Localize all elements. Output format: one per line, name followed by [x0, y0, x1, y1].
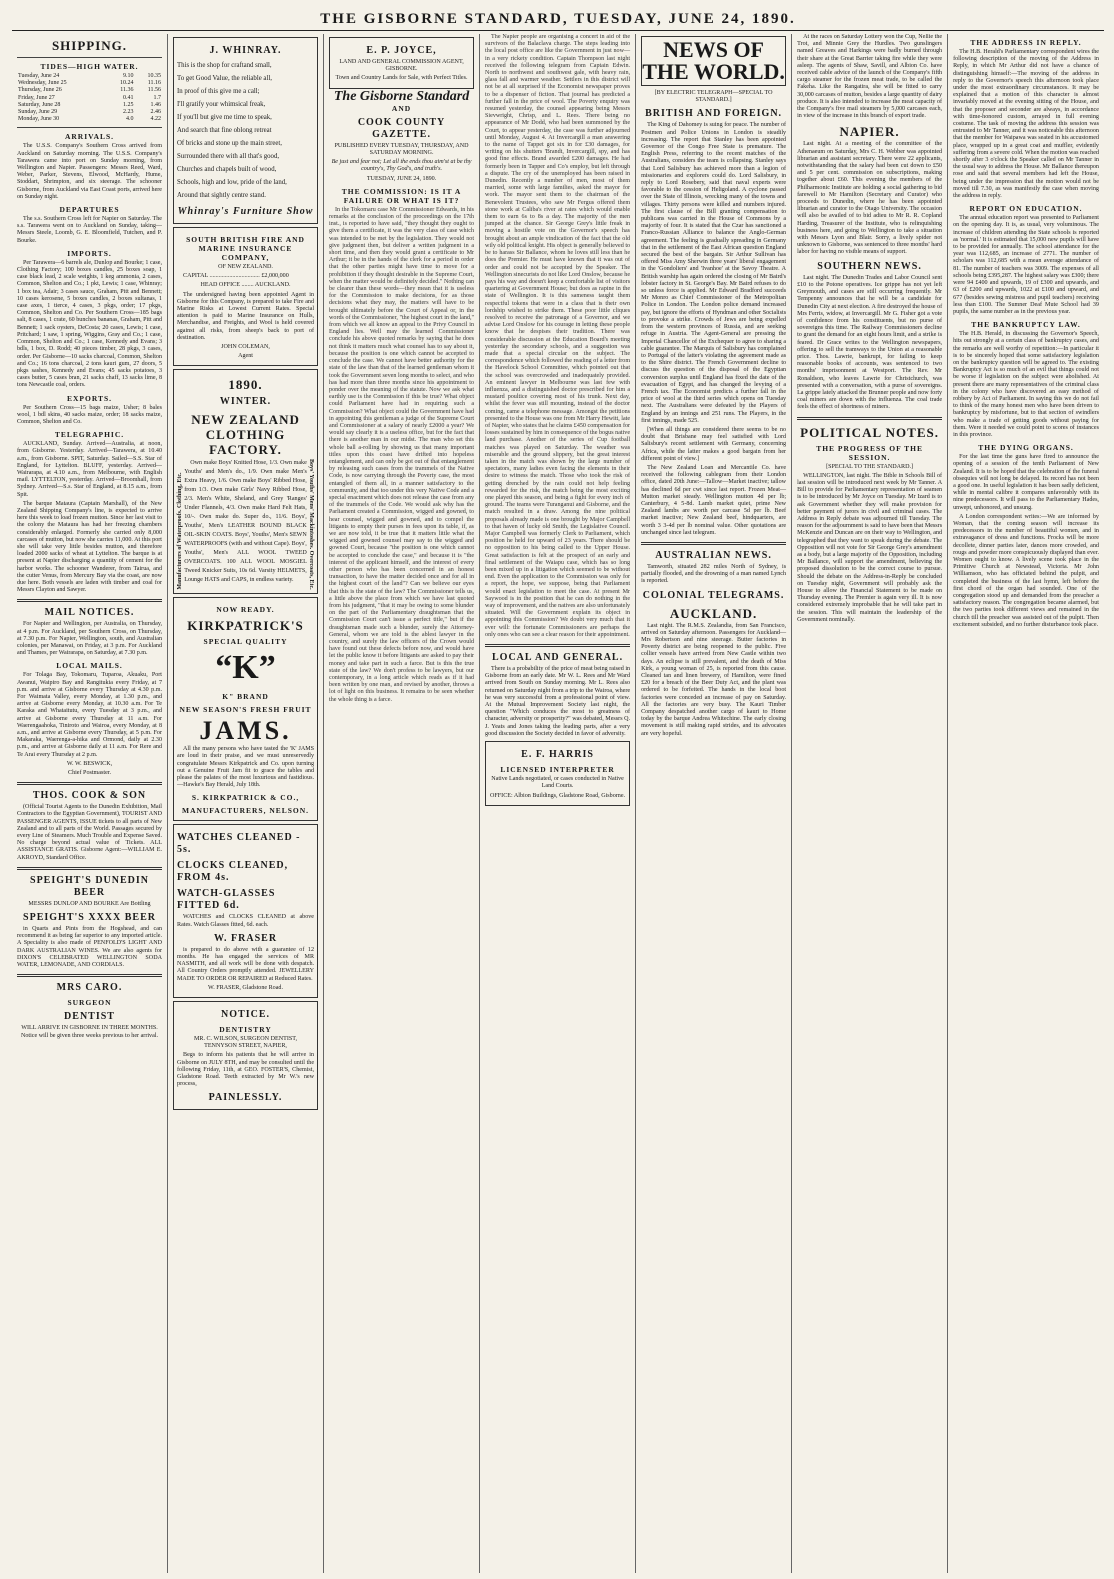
tide-time: 11.16 [147, 80, 162, 87]
insurance-place: OF NEW ZEALAND. [218, 264, 273, 270]
special-to: [SPECIAL TO THE STANDARD.] [826, 463, 914, 470]
local-general-heading: LOCAL AND GENERAL. [492, 652, 624, 664]
tide-time: 1.25 [122, 101, 134, 108]
exports-heading: EXPORTS. [66, 393, 113, 403]
rule [17, 782, 162, 785]
tide-time: 10.24 [119, 80, 134, 87]
tides-title: TIDES—HIGH WATER. [40, 62, 139, 71]
tide-time: 11.36 [120, 87, 134, 94]
imports-heading: IMPORTS. [67, 248, 112, 258]
auckland-heading: AUCKLAND. [669, 605, 758, 621]
kirkpatrick-ad [173, 597, 318, 821]
auckland-text: Last night. The R.M.S. Zealandia, from San Francisco, arrived on Saturday afternoon. Passengers for Auckland—Mrs Robertson and nine steerage. Butter factories in Poverty district are being reopened to the public. Five collier vessels have arrived from New Castle within two days. An eclipse is still prevalent, and the death of Miss Kirk, a young woman of 25, is reported from this cause. Cleaned tan and linen brewery, of Hamilton, were fined £20 for a breach of the Beer Duty Act, and the plant was ordered to be forfeited. The hands in the local boot factories were conceded an increase of pay on Saturday. All the factories are very busy. The Kauri Timber Company despatched another cargo of kauri to Home today by the barque Andrea Whitechine. The early closing movement is still making rapid strides, and its advocates are very hopeful. [641, 622, 787, 737]
napier-text: Last night. At a meeting of the committee of the Athenaeum on Saturday, Mrs C. H. Webber was appointed librarian and assistant secretary. There were 22 applicants, notwithstanding that the salary had been cut down to £50 and 5 per cent. commission on subscriptions, making together about £60. This evening the members of the Philharmonic Institute are holding a social gathering to bid farewell to Mr Hamilton (Secretary and Curator) who proceeds to Dunedin, where he has been appointed librarian and curator to the Otago University. The occasion will also be availed of to bid adieu to Mr R. R. Copland Harding, Treasurer of the Institute, who is relinquishing business here, and going to Wellington to take a situation with Messrs Lyon and Blair. Sorry, a lively spider not unknown to Gisborne, was sentenced to three months' hard labor for having no visible means of support. [797, 141, 943, 256]
telegraphic-text: AUCKLAND, Sunday. Arrived—Australia, at noon, from Gisborne. Yesterday. Arrived—Tarawera, at 10.40 a.m., from Gisborne. SPIT, Saturday. Sailed—S.S. Star of England, for Lyttelton. BLUFF, yesterday. Arrived—Wairarapa, at 4.10 a.m., from Melbourne, with English mail. LYTTELTON, yesterday. Arrived—Broomhall, from Sydney. Arrived—S.s. Star of England, at 8.15 a.m., from Spit. [17, 441, 163, 498]
local-mails-heading: LOCAL MAILS. [56, 661, 123, 671]
commission-text: In the Tokomaru case Mr Commissioner Edwards, in his remarks at the conclusion of the proceedings on the 17th inst., is reported to have said, "they thought they ought to give them a certificate, it was the very class of case which was intended to be met by the legislation. They would not give judgment then, but deliver a written judgment in a short time, and then they would grant a certificate to Mr Arthur; it be in the hands of the clerk for a period in order that the other parties might have time to move for a prohibition if they thought desirable in the Supreme Court, when the matter would be definitely decided." Nothing can be clearer than these words—they mean that it is useless for the Commission to make decisions, for as those decisions what they may, the matters will have to be brought ultimately before the Court of Appeal or, in the words of the Commissioner, "the highest court in the land," from which we all know an appeal to the Privy Council in England lies. Well may the learned Commissioner conclude his above quoted remarks by saying that he does not think it matters much what counsel has to say about it, because the position is one which cannot be accepted to conclude the case. We cannot have better authority for the state of the law than that of the learned gentleman whom it took the Government seven long months to select, and who has had more than three months since his appointment to ponder over the meaning of the statute. Now we ask what earthly use is the Commission if this be true? What object could Parliament have had in requiring such a Commission? What object could the Government have had in appointing this gentleman a judge of the Supreme Court and Commissioner at a salary of nearly £2000 a year? We would say clearly it is a useless office, but for the fact that there is another man in our midst. The man who set this whole ball a-rolling by showing us that many important titles upon this coast have drifted into hopeless entanglement, and can only be got out of that entanglement by releasing such cases from the trammels of the Native Code, is now carrying through the Poverty case, the most entangled of them all, in a manner satisfactory to the community, and that too under this very Native Code and a special enactment which does not release the case from any of the trammels of the Code. We would ask why has the Parliament created a Commission, wigged and gowned, to hear counsel, wigged and gowned, and to compel the litigants to empty their purses in fees upon its table, if, as we are now told, it be true that it matters little what the wigged and gowned counsel may say to the wigged and gowned Court, because "the position is one which cannot be accepted to conclude the case," and because it is "the interest of the applicant himself, and the interest of every other person who has been concerned in an honest transaction, to have the matter decided once and for all in the highest court of the land"? Can we believe our eyes that this is the state of the law? The Commissioner tells us, a little above the place from which we have last quoted from his judgment, "that it may be owing to some blunder on the part of the Parliamentary draughtsman that the Commission Court can't issue a perfect title," but if the draughtsman made such a blunder, surely the Attorney-General, whom we are told is the ablest lawyer in the country, and surely the law officers of the Crown would have found out these defects before now, and would have let the public know it before litigants are asked to pay their money and take part in such a farce. But is this the true state of the law? We don't profess to be lawyers, but our contemporary, in a long article which reads as if it had been written by one man, and revised by another, throws a lot of light on this business. It remains to be seen whether the whole thing is a farce. [329, 206, 475, 703]
paper-sub: COOK COUNTY GAZETTE. [357, 116, 446, 140]
rule [17, 599, 162, 602]
joyce-heading: E. P. JOYCE, [366, 45, 437, 56]
fraser-heading: W. FRASER [213, 932, 278, 944]
paper-title-block [329, 88, 474, 183]
imports-text: Per Tarawera—6 barrels ale, Dunlop and Bourke; 1 case, Clothing Factory; 100 boxes candles, 25 boxes soap, 1 case black lead, 2 scale weights, 1 keg ammonia, 2 cases, Common, Shelton and Co.; 1 pkt, Lewis; 1 case, Whinray; 1 box tea, Adair; 3 cases sauce, Graham, Pitt and Bennett; 10 cases kerosene, 5 boxes candles, 2 boxes sultanas, 1 case axes, 1 tierce, 4 cases, 3 pkgs, order; 17 pkgs, Common, Shelton and Co. Per Southern Cross—185 bags salt, 8 cases, 1 crate, 60 bunches bananas, Graham, Pitt and Bennett; 1 sack oysters, DeCosta; 20 cases, Lewis; 1 case, Pritchard; 1 saw, 1 spring, Wiggins, Gray and Co.; 1 case, Common, Shelton and Co.; 1 case, Kennedy and Evans; 3 bdls, 1 box, D. Rodd; 40 pieces timber, 28 pkgs, 3 cases, order. Per Gisborne—10 sacks charcoal, Common, Shelton and Co.; 16 tons charcoal, 2 tons kauri gum, 27 doors, 5 pkgs sashes, Kennedy and Evans; 45 sacks potatoes, 3 cases butter, 5 cases bran, 21 sacks chaff, 13 sacks lime, 8 tons Newcastle coal, orders. [17, 259, 163, 389]
caro-dentist: DENTIST [64, 1011, 115, 1023]
news-of-world-title: NEWS OF THE WORLD. [642, 37, 785, 84]
tide-row [17, 73, 162, 80]
local-general-text: There is a probability of the price of meat being raised in Gisborne from an early date. Mr W. L. Rees and Mr Ward arrived from South on Sunday morning. Mr L. Rees also returned on Saturday night from a trip to the Wairoa, where he was very successful from a professional point of view. At the Mutual Improvement Society last night, the question "Which conduces the most to greatness of character, adversity or prosperity?" was debated, Messrs Q. J. Yeats and Jones taking the leading parts, after a very good discussion the Society decided in favor of adversity. [485, 666, 631, 737]
harris-office: OFFICE: Albion Buildings, Gladstone Road, Gisborne. [490, 792, 626, 799]
kirkpatrick-sub: MANUFACTURERS, NELSON. [181, 806, 310, 816]
tide-row [17, 95, 162, 102]
departures-heading: DEPARTURES [59, 205, 120, 215]
speight-heading: SPEIGHT'S DUNEDIN BEER [30, 874, 149, 898]
tide-day: Tuesday, June 24 [18, 73, 60, 79]
column-3 [324, 34, 480, 1573]
notice-heading: NOTICE. [221, 1008, 270, 1020]
tide-day: Friday, June 27 [18, 94, 55, 101]
dying-organs-text: For the last time the guns have fired to announce the opening of a session of the tenth Parliament of New Zealand. It is to be hoped that the celebration of the funeral obsequies will not long be delayed. Its record has not been a good one. In useful legislation it has been sadly deficient, while in mental calibre it compares unfavorably with its nine predecessors. It will pass to the Parliamentary Hades, unwept, unhonored, and unsung. [953, 454, 1099, 511]
caro-heading: MRS CARO. [56, 982, 123, 994]
mataura-text: The barque Mataura (Captain Marshall), of the New Zealand Shipping Company's line, is expected to arrive here this week to load frozen mutton. Since her last visit to the colony the Mataura has had her freezing chambers considerably enlarged. Formerly she carried only 8,000 carcases of mutton, but now she carries 11,000. At this port she will take very little besides mutton, and therefore loaded 2000 sacks of wheat at Lyttelton. The barque is at present at Napier discharging a quantity of cement for the harbor works. The schooner Wanderer, from Tairua, and the cutter Venus, from Mercury Bay via the coast, are now due here. Both vessels are laden with timber and coal for Messrs Clayton and Sawyer. [17, 500, 163, 594]
joyce-text: LAND AND GENERAL COMMISSION AGENT, GISBORNE. [339, 59, 464, 73]
postmaster-role: Chief Postmaster. [68, 770, 111, 777]
painless: PAINLESSLY. [208, 1092, 283, 1104]
rule [485, 644, 630, 647]
harris-text: Native Lands negotiated, or cases conducted in Native Land Courts. [491, 776, 624, 790]
furniture-show: Whinray's Furniture Show [177, 206, 314, 217]
bankruptcy-heading: THE BANKRUPTCY LAW. [971, 320, 1081, 330]
k-brand: K" BRAND [222, 692, 269, 702]
fraser-text: is prepared to do above with a guarantee of 12 months. He has engaged the services of MR NASMITH, and all work will be done with despatch. All Country Orders promptly attended. JEWELLERY MADE TO ORDER OR REPAIRED at Reduced Rates. [177, 946, 315, 982]
insurance-text: The undersigned having been appointed Agent in Gisborne for this Company, is prepared to take Fire and Marine Risks at Lowest Current Rates. Special attention is paid to Marine Insurance on Hulls, Merchandise, and Freights, and Wool is held covered against all risks, from sheep's back to port of destination. [177, 291, 315, 341]
clothing-factory-ad [173, 369, 318, 594]
paper-motto: Be just and fear not; Let all the ends thou aim'st at be thy country's, Thy God's, and truth's. [331, 159, 472, 173]
now-ready: NOW READY. [216, 605, 275, 615]
education-heading: REPORT ON EDUCATION. [969, 204, 1083, 214]
fresh-fruit: NEW SEASON'S FRESH FRUIT [179, 705, 312, 715]
bankruptcy-text: The H.B. Herald, in discussing the Governor's Speech, hits out strongly at a certain class of bankruptcy cases, and the remarks are well worthy of repetition:—In particular it is to be sincerely hoped that some satisfactory legislation on the bankruptcy question will be agreed to. The existing Bankruptcy Act is so much of an evil that things could not be worse if legislation on the subject were abolished. At present there are many representatives of the criminal class in the colony who have discovered an easy method of robbery by Act of Parliament. In saying this we do not fail to think of the many honest men who have been driven to bankruptcy by misfortune, but to that section of swindlers who make a trade of getting goods without paying for them. Were it needed we could point to scores of instances in this province. [953, 331, 1099, 438]
insurance-role: Agent [238, 353, 253, 360]
col4-text: The Napier people are organising a concert in aid of the survivors of the Balaclava charge. The steps leading into the local post office are like the Government in just now—in a very rickety condition. Captain Thompson last night received the following telegram from Captain Edwin. North to northwest and southwest gale, with heavy rain, glass fall and warmer weather. Settlers in this district will not be at all surprised if the Economist newspaper proves to be a dispenser of fiction. That journal has predicted a further fall in the price of wool. The Poverty enquiry was resumed yesterday, the counsel appearing being Messrs Sievwright, Chrisp, and L. Rees. There being no appearance of Mr Dodd, who had been summoned by the Court, to appear yesterday, the case was further adjourned until Monday, August 4. At Invercargill a man answering to the name of Tappet got six in for £30 damages, for writing on his shutters 'Brandt, Invercargill, spy, and has good fine effects. Brand awarded £200 damages. He had formerly been in Tapper and Co's employ, but left through a dispute. The cry of the unemployed has been raised in Dunedin. Recently a number of men, most of them married, some with large families, asked the mayor for work. The mayor sent them to the chairman of the Benevolent Trustees, who saw Mr Fergus offered them stone work at Caliba's river at rates which would enable them to earn 6s to 8s a day. The majority of the men jumped at the chance. Sir George Grey's little freak in moving a hostile vote on the Governor's speech has brought about an ample vindication of the fact that the old wily old political knight. His object is generally believed to be to harass Sir Ballance, whom he loves still less than he does the Premier. He must have known that it was out of order and could not be accepted by the Speaker. The Wellington sinecurists do not like Lord Onslow, because he pays his way and doesn't keep a comfortable list of visitors quartering at Government House; but does as rapine in the state of Wellington. It is this sameness taught them respectful tokens that were in a class that is their own lordship wished to strike them. These poor little cliques resolved to receive the patronage of a Governor, and we advise Lord Onslow for his courage in letting these people know that he despises their tradition. There was considerable discussion at the Education Board's meeting yesterday the secondary schools, and a suggestion was made that a special circular on the subject. The correspondence which followed the reading of a letter from the Havelock School Committee, which pointed out that the school was overcrowded and inadequately provided. An eminent lawyer in Melbourne was last few with influenza, and a distinguished doctor prescribed for him a mustard poultice covering most of his trunk. Next day, whilst the fever was still mounting, instead of the doctor coming, came a telephone message. Amongst the petitions presented to the House was one from Mr Harry Hewitt, late of Napier, who states that he claims £450 compensation for losses sustained by him in consequence of the bogus native land purchase. Another of the series of Cup football matches was played on Saturday. The weather was miserable and the ground slippery, but the great interest taken in the match was shown by the large number of spectators, many ladies even facing the elements in their desire to witness the match. Those who took the risk of getting drenched by the rain could not help feeling rewarded for the risk, the match being the most exciting one played this season, and being a fight for every inch of ground. The teams were Turanganui and Gisborne, and the match resulted in a draw. Among the nine political proposals already made is one brought by Major Campbell to that haven of lucky old Smith, the Legislative Council. Major Campbell was formerly Clerk to Parliament, which position he held for upward of 23 years. There should be no opposition to his being called to the Upper House. Great satisfaction is felt at the prospect of an early and final settlement of the Waiapu case, which has so long been mixed up in a litigation which seemed to be without end. Even the application to the Commission was only for a report, the hope, we suppose, being that Parliament would enact legislation to meet the case. At present Mr Saywood is in the position that he can do nothing in the way of improvement, and the natives are also unfortunately situated. Will the Government explain its object in appointing this Commission? We doubt very much that it ever will: the fortunate Commissioners are perhaps the only ones who can see a clear reason for their appointment. [485, 34, 631, 638]
racing-text: At the races on Saturday Lottery won the Cup, Nellie the Trot, and Minnie Grey the Hurdles. Two gunslingers named Greaves and Harkings were badly burned through their share at the Great Barrier taking fire while they were asleep. The agents of Shaw, Savill, and Albion Co. have received cable advice of the launch of the Company's fifth cargo steamer for the frozen meat trade, to be called the Fakeha. Like the Rangatira, she will be fitted to carry 30,000 carcases of mutton, besides a large quantity of dairy produce. It is also intended to increase the meat capacity of the Company's five mail steamers by 5,000 carcases each, in view of the increase in this branch of export trade. [797, 34, 943, 120]
factory-lines: Own make Boys' Knitted Hose, 1/3. Own make Youths' and Men's do., 1/9. Own make Men's Extra Heavy, 1/6. Own make Boys' Ribbed Hose, from 1/3. Own make Girls' Navy Ribbed Hose, 2/3. Men's White, Sheland, and Grey 'Ranges' Under Flannels, 4/3. Own make Hard Felt Hats, 10/-. Own make do. Super do., 11/6. Boys', Youths', Men's LEATHER BOUND BLACK OIL-SKIN COATS. Boys', Youths', Men's SEWN WATERPROOFS (with and without Cape). Boys', Youths', Men's ALL WOOL TWEED OVERCOATS. 100 ALL WOOL MOSGIEL Tweed Knicker Suits, 10s 6d. Varsity HELMETS, Lounge HATS and CAPS, in endless variety. [184, 460, 307, 584]
tide-time: 0.41 [122, 94, 134, 101]
column-7 [948, 34, 1104, 1573]
reply-heading: THE ADDRESS IN REPLY. [970, 38, 1082, 47]
education-text: The annual education report was presented to Parliament on the opening day. It is, as usual, very voluminous. The increase of children attending the State schools is reported as 'normal.' It is estimated that 15,000 new pupils will have to be provided for annually. The school attendance for the year was 112,685, an increase of 2771. The number of scholars was 112,685 with a mean average attendance of 81. The number of teachers was 3009. The expenses of all schools being £395,287. The highest salary was £300; there were 94 £400 and upwards, 19 of £300 and upwards, and 63 of £200 and upwards, 1022 at £100 and upward, and 677 (besides sewing mistress and pupil teachers) receiving less than £100. The Sumner Deaf Mute School had 39 pupils, the same number as in the previous year. [953, 215, 1099, 315]
tide-time: 11.56 [147, 87, 162, 94]
watches-line-2: CLOCKS CLEANED, FROM 4s. [177, 860, 289, 884]
whinray-poem: This is the shop for craftand small, To get Good Value, the reliable all, In proof of this give me a call; I'll gratify your whimsical freak, If you'll but give me time to speak, And search that fine oblong retreat Of bricks and stone up the main street, Surrounded there with all that's good, Churches and chapels built of wood, Schools, high and low, pride of the land, Around that sightly centre stand. [177, 62, 287, 199]
loan-text: The New Zealand Loan and Mercantile Co. have received the following cablegram from their London office, dated 20th June:—Tallow—Market inactive; tallow has declined 6d per cwt since last report. Frozen Meat—Mutton market steady. Wellington mutton 4d per lb; Canterbury, 4 5-8d. Lamb market quiet, prime New Zealand lambs are worth per carcase 5d per lb. Beef market inactive; New Zealand beef, hindquarters, are worth 3 3-4d per lb nominal value. Other quotations are unchanged since last telegram. [641, 464, 787, 536]
tide-day: Wednesday, June 25 [18, 80, 67, 87]
tide-time: 10.35 [147, 73, 162, 79]
rule [17, 974, 162, 977]
australian-news-text: Tamworth, situated 282 miles North of Sydney, is partially flooded, and the drowning of a man named Lynch is reported. [641, 563, 787, 585]
paper-pub: PUBLISHED EVERY TUESDAY, THURSDAY, AND SATURDAY MORNING. [334, 142, 469, 157]
whinray-ad [173, 37, 318, 224]
masthead: THE GISBORNE STANDARD, TUESDAY, JUNE 24, 1890. [12, 8, 1104, 31]
speight-text: MESSRS DUNLOP AND BOURKE Are Bottling [28, 900, 151, 907]
tide-row [17, 87, 162, 94]
shipping-heading: SHIPPING. [51, 38, 128, 53]
arrivals-heading: ARRIVALS. [64, 132, 115, 142]
paper-date: TUESDAY, JUNE 24, 1890. [366, 175, 437, 182]
speight-more: in Quarts and Pints from the Hogshead, and can recommend it as being far superior to any imported article. A Speciality is also made of PENFOLD'S LIGHT AND DARK AUSTRALIAN WINES. We are also agents for DIXON'S CELEBRATED WELLINGTON SODA WATER, LEMONADE, AND CORDIALS. [17, 926, 163, 969]
watches-line-3: WATCH-GLASSES FITTED 6d. [177, 888, 276, 912]
tide-row [17, 102, 162, 109]
watches-line-1: WATCHES CLEANED - 5s. [177, 832, 301, 856]
fraser-ad [173, 824, 318, 998]
factory-title: NEW ZEALAND CLOTHING FACTORY. [191, 412, 300, 458]
southern-news-text: Last night. The Dunedin Trades and Labor Council sent £10 to the Potone operatives. Ice grippe has not yet left Greymouth, and cases are still occurring frequently. Mr Tempenny announces that he will be a candidate for Dunedin City at next election. A fire destroyed the house of Mrs Ferris, widow, at Invercargill. Mr G. Fisher got a vote of confidence from his constituents, but no purse of sovereigns this time. The Railway Commissioners decline to grant the demand for an eight hours limit, and a strike is feared. Dr Grace writes to the Wellington newspapers, offering to sell the tramways to the Union at a reasonable price. Thos. Lawrie, bankrupt, for failing to keep reasonable books of accounts, was sentenced to two months' imprisonment at Westport. The Rev. Mr Ronaldson, who leaves Lawrie for Christchurch, was presented with a conversation, with a purse of sovereigns. La grippe lately attacked the Brunner people and now forty coal miners are down with the influenza. The coal trade feels the effect of shortness of miners. [797, 274, 943, 411]
k-brand-big: “K” [215, 649, 276, 687]
special-quality: SPECIAL QUALITY [203, 637, 288, 647]
tide-day: Monday, June 30 [18, 116, 60, 123]
political-text: WELLINGTON, last night. The Bible in Schools Bill of last session will be introduced next week by Mr Tanner. A Bill to provide for Parliamentary representation of seamen is to be introduced by Mr Joyce on Tuesday. Mr Izard is to ask Government whether they will make provision for better payment of jurors in civil and criminal cases. The Address in Reply debate was adjourned till Tuesday. The reason for the adjournment is said to have been that Messrs McKenzie and Duncan are on their way to Wellington, and telegraphed that they want to speak during the debate. The Opposition will not vote for Sir George Grey's amendment as a body, but a large majority of the Opposition, including Mr Ballance, will support the amendment, believing the proposed dissolution to be the correct course to pursue. Should the debate on the Address-in-Reply be concluded on Tuesday night, Government will probably ask the House to allow the Financial Statement to be made on Thursday evening. The Premier is again very ill. It is now considered extremely improbable that he will take part in the session. This will maintain the leadership of the Government nominally. [797, 472, 943, 623]
tide-row [17, 116, 162, 123]
insurance-office: HEAD OFFICE ........ AUCKLAND. [200, 282, 291, 289]
insurance-signature: JOHN COLEMAN, [221, 344, 270, 351]
insurance-ad [173, 227, 318, 366]
insurance-heading: SOUTH BRITISH FIRE AND MARINE INSURANCE COMPANY, [186, 235, 305, 262]
commission-heading: THE COMMISSION: IS IT A FAILURE OR WHAT IS IT? [341, 186, 462, 205]
column-1 [12, 34, 168, 1573]
wilson-text: Begs to inform his patients that he will arrive in Gisborne on JULY 8TH, and may be consulted until the following Friday, 11th, at GEO. FOSTER'S, Chemist, Gladstone Road. Teeth extracted by Mr W.'s new process, [177, 1052, 315, 1088]
fraser-top: WATCHES and CLOCKS CLEANED at above Rates. Watch Glasses fitted, 6d. each. [177, 914, 315, 928]
postmaster-signature: W. W. BESWICK, [66, 760, 113, 767]
reply-text: The H.B. Herald's Parliamentary correspondent wires the following description of the moving of the Address in Reply, in which Mr Arthur did not have a chance of distinguishing himself:—The moving of the address in reply to the Governor's speech this afternoon took place under the most extraordinary circumstances. It may be explained that a motion of this character is almost invariably moved at the evening sitting of the House, and that the proposer and seconder are always, in accordance with time-honored custom, arrayed in full evening costume. The task of moving the address this session was entrusted to Mr Tanner, and it was noticeable this afternoon that the member for Waipawa was seated in his accustomed place, wrapped up in a great coat and muffler, evidently suffering from a severe cold. When the motion was reached shortly after 3 o'clock the Speaker called on Mr Tanner in the usual way to address the House. Mr Ballance thereupon rose and said that several members had left the House, being under the impression that the motion would not be moved till 7.30, as was manifestly the case when moving the address in reply. [953, 49, 1099, 200]
cook-text: (Official Tourist Agents to the Dunedin Exhibition, Mail Contractors to the Egyptian Government), TOURIST AND PASSENGER AGENTS, ISSUE tickets to all parts of New Zealand and to all parts of the World. Passages secured by every Line of Steamers. Much Trouble and Expense Saved. No charge beyond actual value of Tickets. ALL ASSISTANCE GRATIS. Gisborne Agent:—WILLIAM E. AKROYD, Standard Office. [17, 804, 163, 861]
column-4 [480, 34, 636, 1573]
tide-time: 4.0 [125, 116, 134, 123]
tide-day: Saturday, June 28 [18, 101, 61, 108]
colonial-heading: COLONIAL TELEGRAMS. [642, 589, 785, 601]
caro-text: WILL ARRIVE IN GISBORNE IN THREE MONTHS. Notice will be given three weeks previous to her arrival. [20, 1025, 159, 1039]
napier-heading: NAPIER. [839, 124, 900, 140]
telegraphic-heading: TELEGRAPHIC. [54, 430, 125, 440]
rule [17, 867, 162, 870]
australian-news-heading: AUSTRALIAN NEWS. [655, 549, 772, 561]
local-mails-text: For Tolaga Bay, Tokomaru, Tuparoa, Akuaku, Port Awanui, Waipiro Bay and Rangitukia every Friday, at 7 p.m. and arrive at Gisborne every Thursday at 4.30 p.m. For Waimata Valley, every Monday, at 1.30 p.m., and arrive at Gisborne every Monday, at 10.30 a.m. For Te Karaka and Whataitutu, every Tuesday at 3 p.m., and arrive at Gisborne every Thursday at 11 a.m. For Waerengaahoka, Tiniroto and Wairoa, every Monday, at 8 a.m., and arrive at Gisborne every Thursday, at 5 p.m. For Makaraka, Waerenga-a-hika and Ormond, daily at 2.30 p.m., and arrive at Gisborne daily at 11 a.m. For Rere and Te Arai every Thursday at 2 p.m. [17, 672, 163, 758]
insurance-capital: CAPITAL ................................. £2,000,000 [183, 273, 289, 280]
tide-time: 1.46 [150, 101, 162, 108]
departures-text: The s.s. Southern Cross left for Napier on Saturday. The s.s. Tarawera went on to Auckland on Sunday, taking—Messrs Steele, Loomb, G. E. Bloomfield, Tutchen, and P. Bourke. [17, 216, 163, 244]
bracket-text: [When all things are considered there seems to be no doubt that Brisbane may feel satisfied with Lord Salisbury's recent settlement with Germany, concerning Africa, while the latter makes a good bargain from her different point of view.] [641, 426, 787, 462]
political-notes-heading: POLITICAL NOTES. [800, 424, 939, 440]
whinray-heading: J. WHINRAY. [209, 45, 282, 56]
winter: WINTER. [219, 396, 272, 408]
dentistry-heading: DENTISTRY [219, 1024, 272, 1034]
tide-day: Thursday, June 26 [18, 87, 62, 94]
speight-xxx: SPEIGHT'S XXXX BEER [23, 912, 156, 924]
column-2 [168, 34, 324, 1573]
joyce-sub: Town and Country Lands for Sale, with Perfect Titles. [335, 75, 468, 82]
kirkpatrick-heading: KIRKPATRICK'S [187, 618, 304, 634]
fraser-signature: W. FRASER, Gladstone Road. [208, 984, 283, 991]
dying-organs-heading: THE DYING ORGANS. [978, 443, 1074, 453]
harris-ad [485, 741, 630, 806]
column-5 [636, 34, 792, 1573]
exports-text: Per Southern Cross—15 bags maize, Usher; 8 bales wool, 1 bdl skins, 40 sacks maize, order; 18 sacks maize, Common, Shelton and Co. [17, 404, 163, 425]
tides-table [17, 73, 162, 123]
british-text: The King of Dahomey is suing for peace. The number of Postmen and Police Unions in London is steadily increasing. The report that Stanley has been appointed Governor of the Congo Free State is premature. The English Press, referring to the recent matches of the Australians, considers the team is collapsing. Stanley says that Lord Salisbury has achieved more than a legion of missionaries and explorers could do. Lord Salisbury, in reply to Lord Rosebery, said that naval experts were favorable to the cession of Heligoland. A cyclone passed over the State of Illinois, wrecking many of the towns and villages. Thirty persons were killed and numbers injured. The first clause of the Bill granting compensation to publicans was carried in the House of Commons by a majority of four. It is stated that the Czar has sanctioned a Franco-Russian Alliance to balance the Anglo-German agreement. The feeling is gradually spreading in Germany that in the settlement of the East African question England secured the best of the bargain. Sir Arthur Sullivan has offered Miss Amy Sherwin three years' liberal engagement in the 'Gondoliers' and 'Ivanhoe' at the Savoy Theatre. A British warship has again ordered the closing of Mr Baird's lobster factory in St. George's Bay. Mr Baird refuses to do so unless force is applied. Mr Edward Bradford succeeds Mr Monro as Chief Commissioner of the Metropolitan Police in London. The London police demand increased pay, but ignore the efforts of Hyndman and other Socialists to provoke a strike. Crowds of Jews are being expelled from the western provinces of Russia, and are seeking refuge in Austria. The Agent-General are pressing the Imperial Chancellor of the Exchequer to agree to sharing a cable guarantee. The Marquis of Salisbury has complained to Portugal of the latter's violating the agreement made as to the Shire district. The French Government decline to discuss the question of the disposal of the Egyptian conversion surplus until England has fixed the date of the evacuation of Egypt, and has changed the levying of a French tax. The Economist predicts a further fall in the price of wool at the third series which opens on Tuesday next. The Australians were defeated by the Players of England by an innings and 251 runs. The Players, in the first innings, made 525. [641, 122, 787, 424]
southern-news-heading: SOUTHERN NEWS. [817, 260, 922, 272]
joyce-ad [329, 37, 474, 89]
kirkpatrick-co: S. KIRKPATRICK & CO., [191, 793, 300, 803]
year: 1890. [228, 377, 263, 393]
jams: JAMS. [199, 716, 292, 746]
paper-title: The Gisborne Standard [333, 88, 470, 104]
arrivals-text: The U.S.S. Company's Southern Cross arrived from Auckland on Saturday morning. The U.S.S. Company's Tarawera came into port on Sunday morning, from Wellington and Napier. Passengers: Messrs Reed, Ward, Weber, Parker, Stevens, Elwood, McHardy, Hume, Stoddart, Shrimpton, and six steerage. The schooner Gisborne, from Auckland via East Coast ports, arrived here on Sunday night. [17, 143, 163, 200]
tide-time: 4.22 [150, 116, 162, 123]
mail-heading: MAIL NOTICES. [44, 607, 135, 619]
dentistry-ad [173, 1001, 318, 1110]
cook-heading: THOS. COOK & SON [32, 790, 147, 802]
rule [17, 57, 162, 58]
tide-time: 9.10 [122, 73, 134, 79]
progress-heading: THE PROGRESS OF THE SESSION. [816, 443, 923, 462]
british-heading: BRITISH AND FOREIGN. [645, 108, 783, 120]
tide-row [17, 109, 162, 116]
mail-text: For Napier and Wellington, per Australia, on Thursday, at 4 p.m. For Auckland, per Southern Cross, on Thursday, at 7.30 p.m. For Napier, Wellington, south, and Australian colonies, per Manawai, on Friday, at 3 p.m. For Auckland and Thames, per Wairarapa, on Saturday, at 7.30 p.m. [17, 621, 163, 657]
harris-heading: E. F. HARRIS [521, 749, 594, 761]
rule [797, 417, 942, 420]
jams-text: All the many persons who have tasted the 'K' JAMS are loud in their praise, and we must unreservedly congratulate Messrs Kirkpatrick and Co. upon turning out a Genuine Fruit Jam fit to grace the tables and please the palates of the most luxurious and fastidious.—Hawke's Bay Herald, July 18th. [177, 746, 315, 789]
column-6 [792, 34, 948, 1573]
wilson-name: MR. C. WILSON, SURGEON DENTIST, TENNYSON STREET, NAPIER, [194, 1035, 298, 1050]
rule [641, 542, 786, 545]
columns [12, 34, 1104, 1573]
tide-time: 2.46 [150, 109, 162, 116]
by-telegraph: [BY ELECTRIC TELEGRAPH—SPECIAL TO STANDARD.] [654, 90, 773, 104]
factory-side-right: Boys' Youths' Mens' Mackintoshes. Overcoats, Etc. [308, 459, 315, 591]
caro-sub: SURGEON [67, 998, 112, 1008]
tide-row [17, 80, 162, 87]
paper-and: AND [391, 103, 412, 113]
tide-time: 2.23 [122, 109, 134, 116]
tide-day: Sunday, June 29 [18, 109, 58, 116]
rule [17, 127, 162, 128]
london-text: A London correspondent writes:—We are informed by Woman, that the coming season will increase its predecessors in the number of beautiful women, and in extravagance of dress and functions. Frocks will be more decollete, dinner parties later, dances more crowded, and rougs and powder more conspicuously displayed than ever. Women ought to know. A lively scene took place in the Primitive Church at Newstead, Victoria. Mr John Williamson, who has officiated behind the pulpit, and completed the business of the last hymn, left before the first chord of the organ had sounded. One of the congregation stood up and demanded from the preacher a satisfactory reason. The congregation became alarmed, but the two parties took different views and remained in the church till the preacher was assisted out of the pulpit. Then excitement subsided, and no further disturbance took place. [953, 513, 1099, 628]
factory-side-left: Manufacturers of Waterproofs. Clothing, Etc. [177, 472, 184, 591]
harris-sub: LICENSED INTERPRETER [500, 765, 615, 775]
tide-time: 1.7 [153, 94, 162, 101]
